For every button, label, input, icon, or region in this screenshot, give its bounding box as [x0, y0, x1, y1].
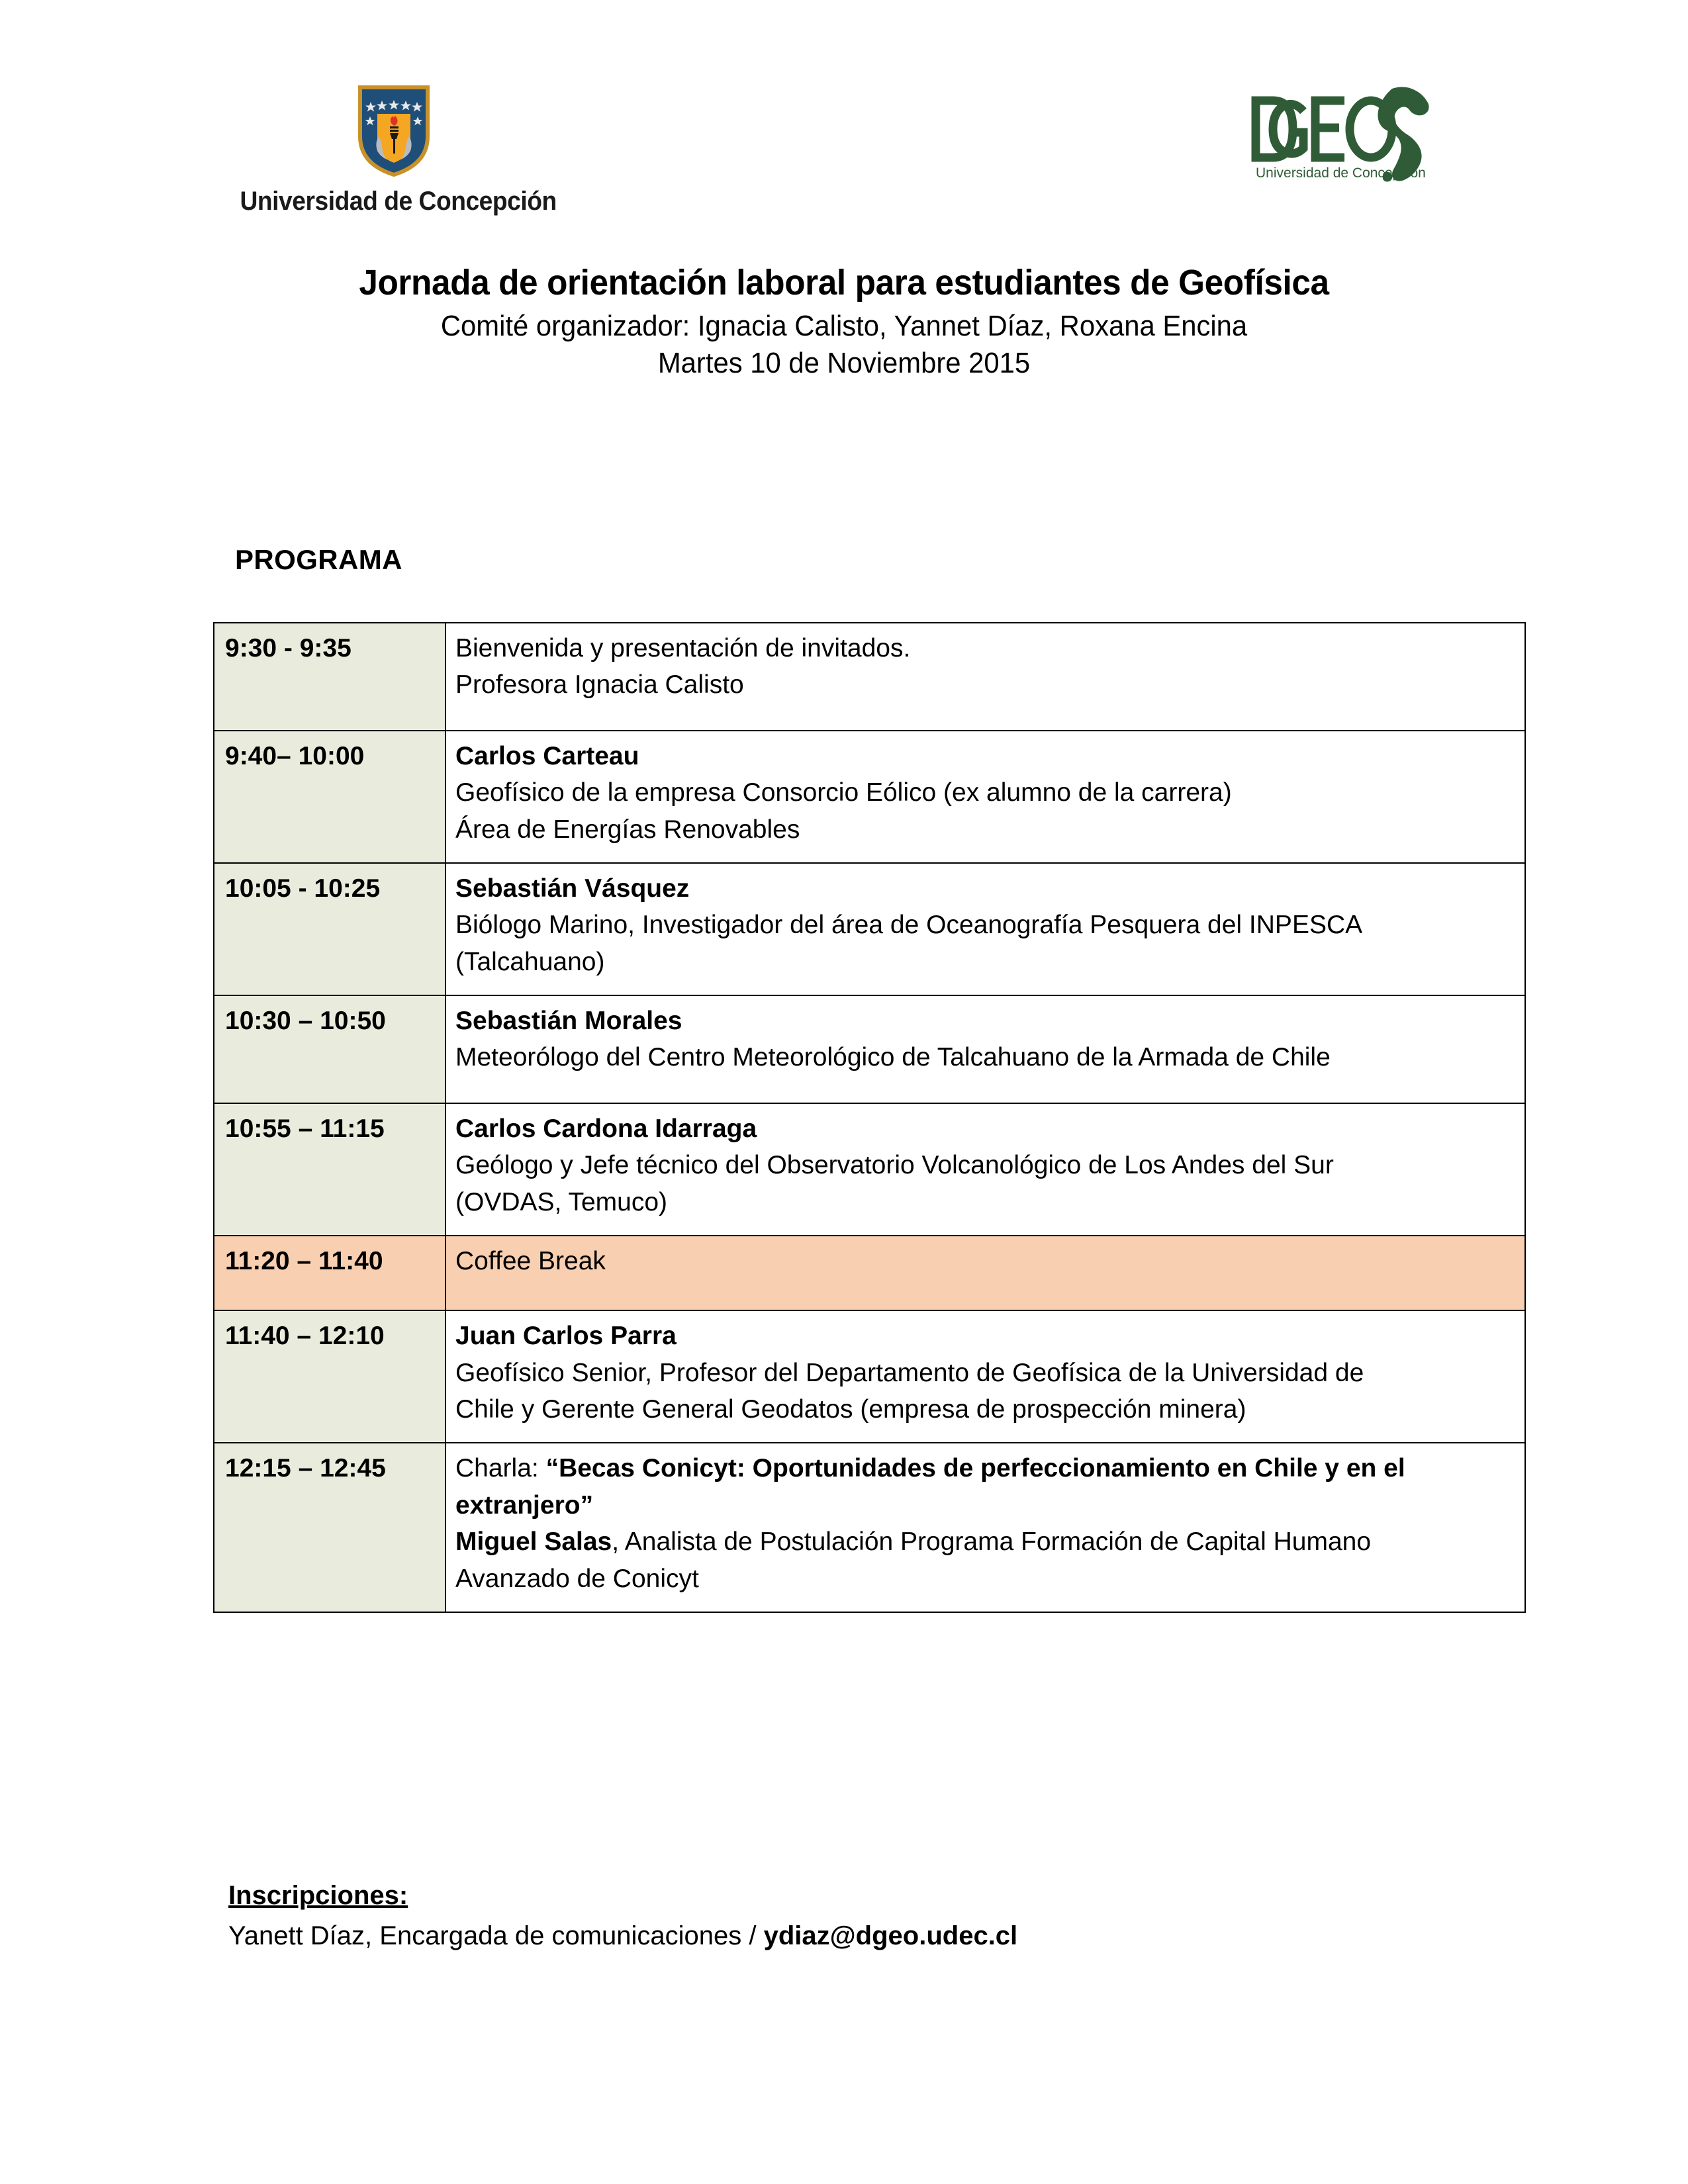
row-description-cell [445, 731, 1525, 863]
dgeo-logo [1221, 79, 1446, 185]
row-time-cell: 9:30 - 9:35 [214, 623, 445, 731]
row-time-cell: 12:15 – 12:45 [214, 1443, 445, 1612]
contact-line [228, 1917, 1017, 1955]
row-line: Chile y Gerente General Geodatos (empresa de prospección minera) [455, 1395, 1246, 1424]
row-time-cell: 10:30 – 10:50 [214, 995, 445, 1103]
row-description-cell [445, 1310, 1525, 1443]
table-row-coffee-break [214, 1236, 1525, 1310]
event-date: Martes 10 de Noviembre 2015 [657, 347, 1031, 380]
document-header [0, 0, 1688, 265]
row-line: Profesora Ignacia Calisto [455, 670, 744, 700]
row-speaker-name: Miguel Salas [455, 1527, 612, 1557]
table-row [214, 1103, 1525, 1236]
row-description-cell [445, 1443, 1525, 1612]
udec-shield-icon [357, 85, 430, 177]
inscripciones-heading: Inscripciones: [228, 1881, 408, 1910]
row-description-cell [445, 863, 1525, 995]
contact-name: Yanett Díaz, Encargada de comunicaciones / [228, 1921, 764, 1950]
row-time-cell: 11:20 – 11:40 [214, 1236, 445, 1310]
coffee-break-label: Coffee Break [455, 1246, 606, 1275]
talk-title: “Becas Conicyt: Oportunidades de perfeccionamiento en Chile y en el [545, 1454, 1405, 1483]
row-line: Geólogo y Jefe técnico del Observatorio Volcanológico de Los Andes del Sur [455, 1151, 1334, 1180]
row-speaker-name: Sebastián Morales [455, 1007, 682, 1035]
charla-prefix: Charla: [455, 1454, 546, 1483]
row-time-cell: 11:40 – 12:10 [214, 1310, 445, 1443]
row-time-cell: 10:55 – 11:15 [214, 1103, 445, 1236]
table-row [214, 995, 1525, 1103]
talk-title-continued: extranjero” [455, 1490, 594, 1520]
row-line: Geofísico Senior, Profesor del Departamento de Geofísica de la Universidad de [455, 1358, 1364, 1387]
table-row [214, 863, 1525, 995]
universidad-de-concepcion-logo [228, 85, 559, 216]
row-line: Biólogo Marino, Investigador del área de Oceanografía Pesquera del INPESCA [455, 911, 1363, 940]
row-line: Geofísico de la empresa Consorcio Eólico (ex alumno de la carrera) [455, 778, 1232, 807]
row-line: Avanzado de Conicyt [455, 1564, 699, 1593]
row-line: Área de Energías Renovables [455, 815, 800, 844]
table-row [214, 731, 1525, 863]
title-block [0, 261, 1688, 383]
row-speaker-name: Carlos Cardona Idarraga [455, 1114, 757, 1143]
row-speaker-role: , Analista de Postulación Programa Formación de Capital Humano [612, 1527, 1372, 1557]
programa-heading: PROGRAMA [235, 544, 402, 575]
svg-text:Universidad de Concepción: Universidad de Concepción [1256, 165, 1426, 181]
udec-wordmark-label: Universidad de Concepción [240, 187, 557, 216]
footer-contact-block [228, 1876, 1017, 1955]
row-description-cell [445, 1103, 1525, 1236]
program-table-body [214, 623, 1525, 1612]
row-line: Meteorólogo del Centro Meteorológico de Talcahuano de la Armada de Chile [455, 1043, 1331, 1072]
row-description-cell [445, 995, 1525, 1103]
organizing-committee: Comité organizador: Ignacia Calisto, Yannet Díaz, Roxana Encina [440, 309, 1248, 342]
row-time-cell: 10:05 - 10:25 [214, 863, 445, 995]
program-schedule-table [213, 622, 1526, 1613]
row-description-cell [445, 1236, 1525, 1310]
row-speaker-name: Carlos Carteau [455, 741, 639, 770]
table-row [214, 1443, 1525, 1612]
row-line: (Talcahuano) [455, 947, 605, 976]
row-description-cell [445, 623, 1525, 731]
contact-email[interactable]: ydiaz@dgeo.udec.cl [763, 1921, 1018, 1950]
row-line: (OVDAS, Temuco) [455, 1187, 668, 1216]
page-title: Jornada de orientación laboral para estudiantes de Geofísica [359, 263, 1329, 302]
row-speaker-line [455, 1524, 1513, 1560]
table-row [214, 623, 1525, 731]
row-speaker-name: Juan Carlos Parra [455, 1322, 677, 1351]
row-time-cell: 9:40– 10:00 [214, 731, 445, 863]
table-row [214, 1310, 1525, 1443]
row-line: Bienvenida y presentación de invitados. [455, 634, 911, 662]
row-talk-title-line [455, 1450, 1513, 1486]
row-speaker-name: Sebastián Vásquez [455, 874, 690, 903]
